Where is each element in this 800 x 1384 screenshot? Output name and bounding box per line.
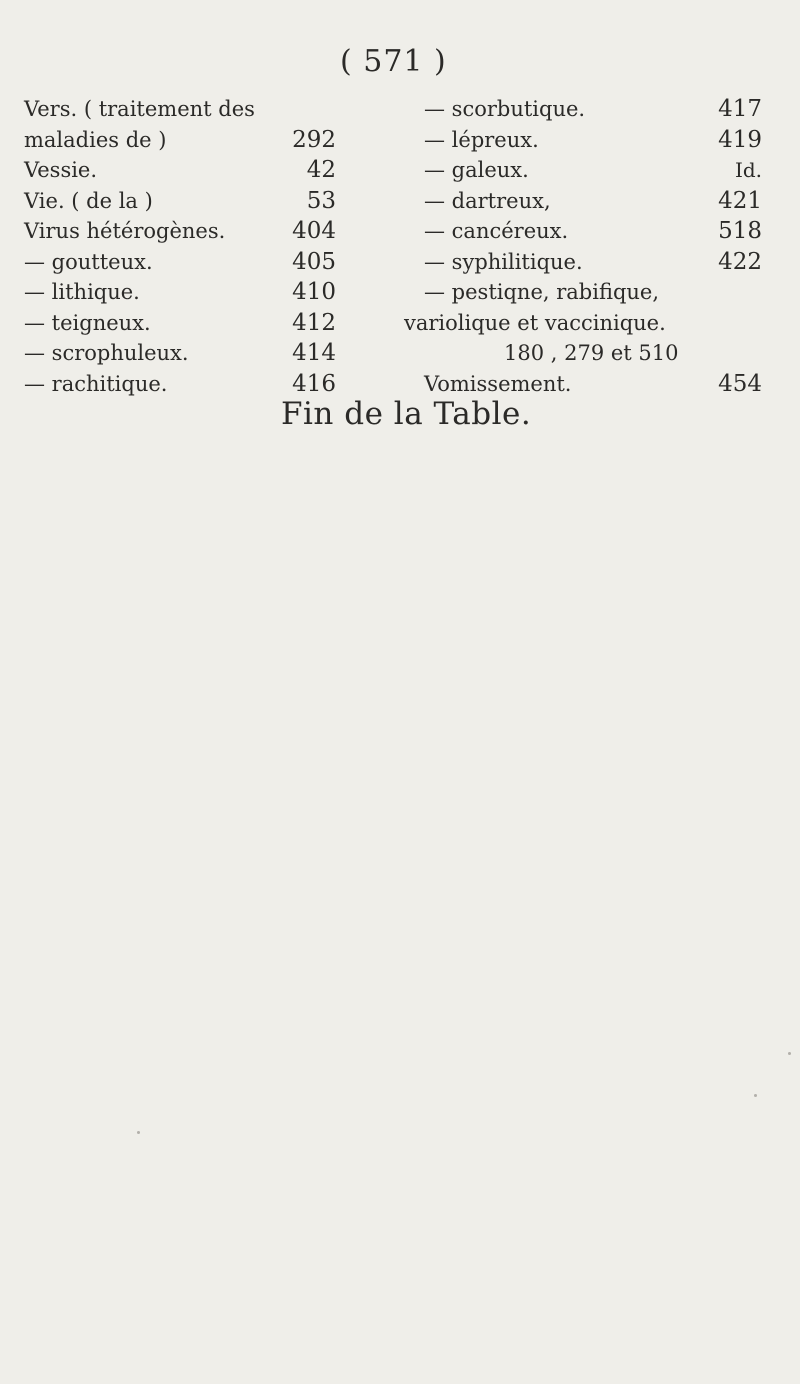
entry-text: — galeux.: [424, 158, 529, 182]
index-entry-references: [400, 338, 762, 369]
entry-text: Vessie.: [24, 158, 98, 182]
index-entry: [400, 94, 762, 125]
entry-page: 404: [292, 218, 336, 244]
index-entry: [24, 308, 354, 339]
index-entry: [24, 247, 354, 278]
entry-page: 410: [292, 279, 336, 305]
index-column-right: [400, 94, 762, 399]
index-entry: [400, 125, 762, 156]
entry-page: 42: [306, 157, 336, 183]
entry-page: 416: [292, 370, 336, 397]
index-entry: [24, 125, 354, 156]
index-entry: [400, 369, 762, 400]
entry-text: Vie. ( de la ): [24, 188, 153, 213]
entry-text: variolique et vaccinique.: [404, 310, 666, 335]
entry-page: 422: [718, 248, 762, 275]
entry-page: 419: [718, 126, 762, 153]
index-entry: [24, 216, 354, 247]
index-entry: [24, 369, 354, 400]
entry-text: Vomissement.: [424, 371, 572, 396]
index-entry: [24, 94, 354, 125]
entry-text: — lépreux.: [424, 127, 539, 152]
entry-text: — lithique.: [24, 280, 140, 304]
paper-speck: [788, 1052, 791, 1055]
index-entry-continuation: [400, 308, 762, 339]
page-number: ( 571 ): [340, 44, 447, 79]
entry-text: — scorbutique.: [424, 97, 586, 121]
index-column-left: [24, 94, 354, 399]
entry-page: 454: [718, 370, 762, 397]
index-entry: [400, 277, 762, 308]
index-entry: [24, 155, 354, 186]
entry-text: — syphilitique.: [424, 249, 583, 274]
entry-text: — dartreux,: [424, 188, 551, 213]
end-of-table-caption: Fin de la Table.: [281, 396, 532, 432]
entry-text: Vers. ( traitement des: [24, 97, 255, 121]
entry-text: — rachitique.: [24, 371, 168, 396]
index-entry: [400, 155, 762, 186]
entry-page: 417: [718, 96, 762, 122]
entry-page: 412: [292, 309, 336, 336]
entry-text: — scrophuleux.: [24, 341, 189, 365]
entry-text: — teigneux.: [24, 310, 151, 335]
index-entry: [400, 216, 762, 247]
entry-page: 53: [306, 187, 336, 214]
entry-page: Id.: [734, 158, 762, 182]
paper-speck: [754, 1094, 757, 1097]
entry-page: 414: [292, 340, 336, 366]
entry-page: 405: [292, 248, 336, 275]
paper-speck: [137, 1131, 140, 1134]
index-entry: [24, 277, 354, 308]
entry-text: — pestiqne, rabifique,: [424, 280, 660, 304]
entry-text: Virus hétérogènes.: [24, 219, 226, 243]
entry-page: 292: [292, 126, 336, 153]
entry-text: — goutteux.: [24, 249, 153, 274]
index-entry: [400, 247, 762, 278]
index-entry: [400, 186, 762, 217]
entry-text: — cancéreux.: [424, 219, 569, 243]
entry-page: 421: [718, 187, 762, 214]
index-entry: [24, 186, 354, 217]
entry-page: 518: [718, 218, 762, 244]
index-entry: [24, 338, 354, 369]
entry-text: maladies de ): [24, 127, 167, 152]
entry-text: 180 , 279 et 510: [504, 341, 679, 365]
